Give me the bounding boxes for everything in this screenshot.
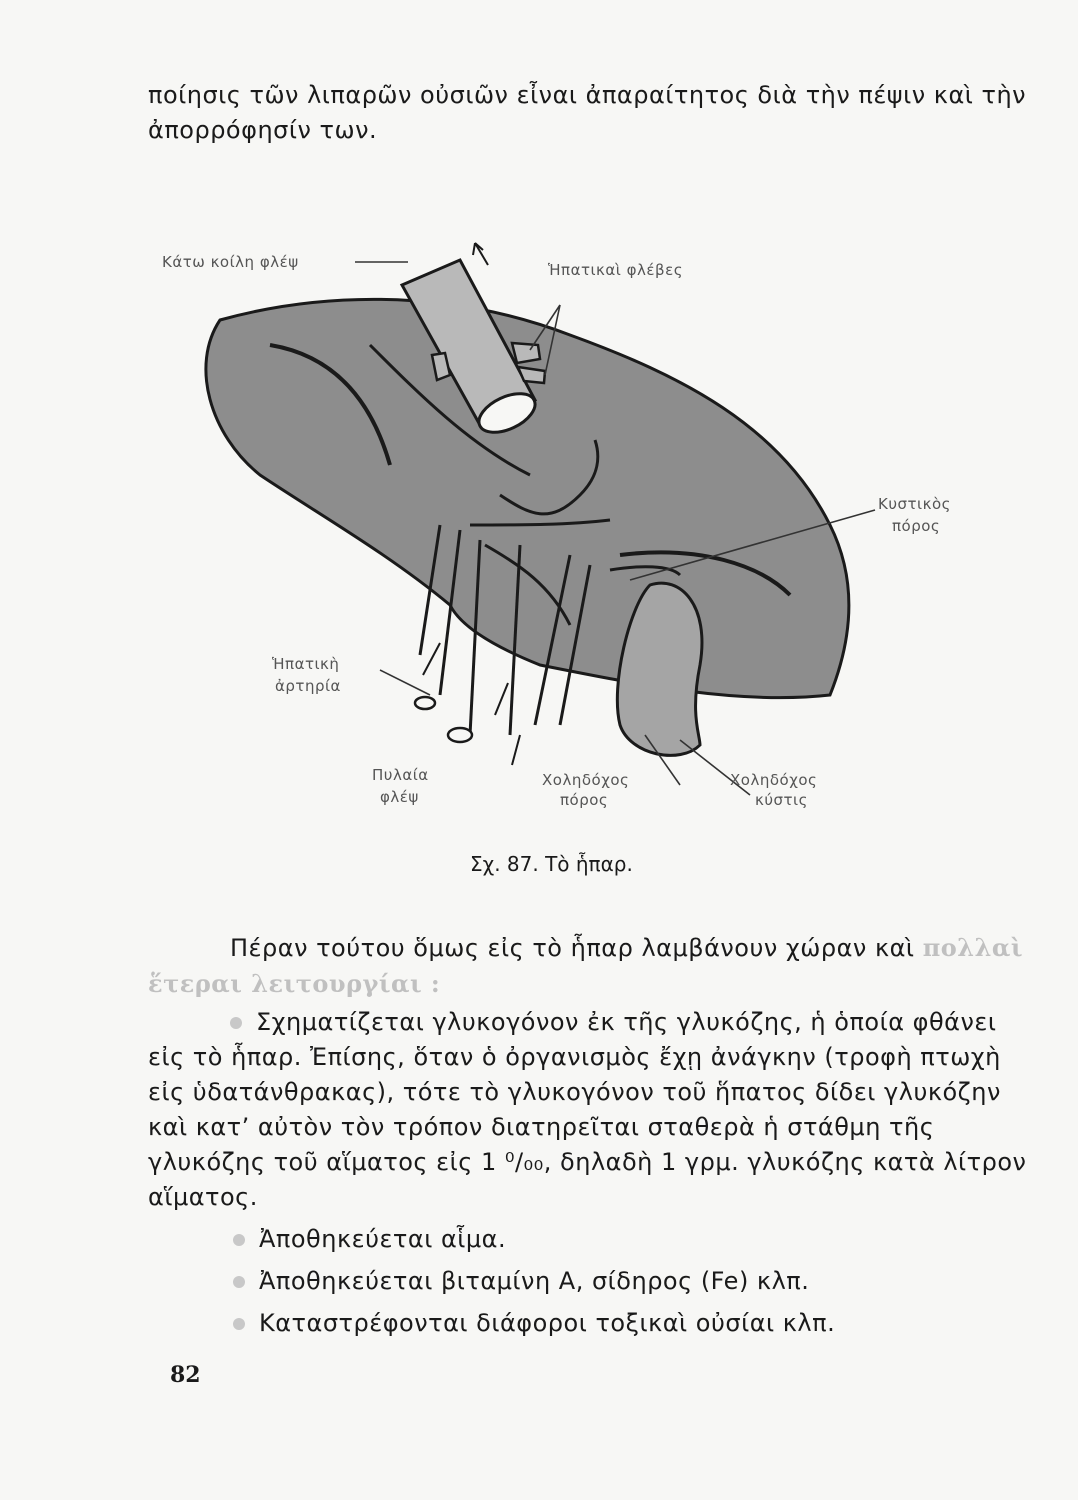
label-hepatic-artery-1: Ἡπατικὴ	[272, 655, 340, 673]
functions-list	[148, 1005, 1028, 1348]
liver-diagram	[140, 225, 1000, 825]
functions-intro-text: Πέραν τούτου ὅμως εἰς τὸ ἧπαρ λαμβάνουν χώραν καὶ	[230, 934, 915, 962]
label-hepatic-veins: Ἡπατικαὶ φλέβες	[548, 261, 683, 279]
list-item-text: Ἀποθηκεύεται βιταμίνη Α, σίδηρος (Fe) κλπ.	[259, 1267, 810, 1295]
bullet-icon	[230, 1017, 242, 1029]
label-portal-vein-1: Πυλαία	[372, 766, 429, 784]
list-item-text: Σχηματίζεται γλυκογόνον ἐκ τῆς γλυκόζης, ἡ ὁποία φθάνει εἰς τὸ ἧπαρ. Ἐπίσης, ὅταν ὁ ὀργανισμὸς ἔχῃ ἀνάγκην (τροφὴ πτωχὴ εἰς ὑδατάνθρακας), τότε τὸ γλυκογόνον τοῦ ἥπατος δίδει γλυκόζην καὶ κατ’ αὐτὸν τὸν τρόπον διατηρεῖται σταθερὰ ἡ στάθμη τῆς γλυκόζης τοῦ αἵματος εἰς 1 ⁰/₀₀, δηλαδὴ 1 γρμ. γλυκόζης κατὰ λίτρον αἵματος.	[148, 1008, 1027, 1211]
functions-intro	[148, 930, 1028, 1002]
label-bile-duct-2: πόρος	[560, 791, 609, 809]
figure-caption: Σχ. 87. Τὸ ἧπαρ.	[470, 852, 633, 876]
list-item-text: Ἀποθηκεύεται αἷμα.	[259, 1225, 507, 1253]
functions-intro-lead: πολλαὶ ἕτεραι λειτουργίαι :	[148, 933, 1023, 998]
bullet-icon	[233, 1318, 245, 1330]
label-cystic-duct-1: Κυστικὸς	[878, 495, 951, 513]
list-item	[148, 1222, 1028, 1257]
intro-paragraph: ποίησις τῶν λιπαρῶν οὐσιῶν εἶναι ἀπαραίτητος διὰ τὴν πέψιν καὶ τὴν ἀπορρόφησίν των.	[148, 81, 1027, 144]
portal-vein-end	[448, 728, 472, 742]
list-item	[148, 1005, 1028, 1215]
bullet-icon	[233, 1276, 245, 1288]
list-item	[148, 1306, 1028, 1341]
label-portal-vein-2: φλέψ	[380, 788, 419, 806]
label-vena-cava: Κάτω κοίλη φλέψ	[162, 253, 299, 271]
label-bile-duct-1: Χοληδόχος	[542, 771, 630, 789]
list-item	[148, 1264, 1028, 1299]
label-cystic-duct-2: πόρος	[892, 517, 941, 535]
hepatic-artery-end	[415, 697, 435, 709]
label-gallbladder-1: Χοληδόχος	[730, 771, 818, 789]
bullet-icon	[233, 1234, 245, 1246]
label-hepatic-artery-2: ἀρτηρία	[275, 677, 341, 695]
label-gallbladder-2: κύστις	[755, 791, 808, 809]
list-item-text: Καταστρέφονται διάφοροι τοξικαὶ οὐσίαι κλπ.	[259, 1309, 836, 1337]
page-number: 82	[170, 1362, 201, 1388]
